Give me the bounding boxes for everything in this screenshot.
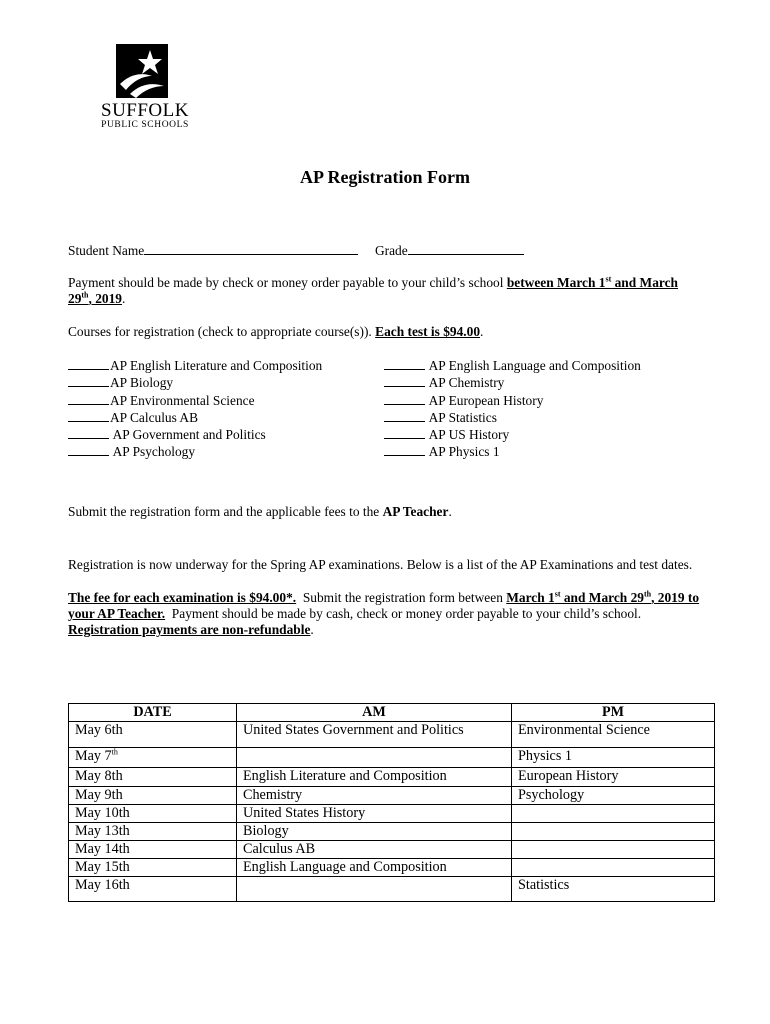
course-option[interactable]: AP Psychology xyxy=(68,443,322,460)
payment-deadline: between March 1st and March xyxy=(506,274,678,290)
cell-am xyxy=(237,748,512,768)
cell-date: May 7th xyxy=(69,748,237,768)
cell-date: May 14th xyxy=(69,841,237,859)
checkbox-blank[interactable] xyxy=(384,409,425,422)
cell-date: May 10th xyxy=(69,805,237,823)
checkbox-blank[interactable] xyxy=(68,374,109,387)
table-row xyxy=(69,859,715,877)
payment-paragraph xyxy=(68,275,678,291)
courses-right-column xyxy=(384,357,641,461)
cell-am: United States Government and Politics xyxy=(237,722,512,748)
logo-text-suffolk: SUFFOLK xyxy=(101,100,189,121)
cell-date: May 15th xyxy=(69,859,237,877)
course-option[interactable]: AP English Language and Composition xyxy=(384,357,641,374)
checkbox-blank[interactable] xyxy=(68,443,109,456)
cell-date: May 8th xyxy=(69,768,237,787)
table-row xyxy=(69,787,715,805)
table-row xyxy=(69,722,715,748)
cell-pm: Statistics xyxy=(512,877,715,902)
cell-am: Calculus AB xyxy=(237,841,512,859)
payment-text: Payment should be made by check or money order payable to your child’s school xyxy=(68,275,507,290)
cell-pm: Physics 1 xyxy=(512,748,715,768)
form-title: AP Registration Form xyxy=(300,167,470,187)
cell-date: May 13th xyxy=(69,823,237,841)
checkbox-blank[interactable] xyxy=(384,357,425,370)
cell-pm xyxy=(512,859,715,877)
cell-pm xyxy=(512,823,715,841)
table-row xyxy=(69,877,715,902)
checkbox-blank[interactable] xyxy=(384,374,425,387)
courses-intro-text: Courses for registration (check to appropriate course(s)). xyxy=(68,324,376,339)
star-logo-icon xyxy=(116,44,168,98)
checkbox-blank[interactable] xyxy=(384,392,425,405)
checkbox-blank[interactable] xyxy=(384,426,425,439)
checkbox-blank[interactable] xyxy=(68,392,109,405)
exam-schedule-table xyxy=(68,703,715,902)
cell-pm: European History xyxy=(512,768,715,787)
ap-teacher-text: AP Teacher xyxy=(382,504,449,519)
payment-deadline-end: 29th, 2019 xyxy=(68,290,122,306)
cell-pm xyxy=(512,841,715,859)
cell-pm: Psychology xyxy=(512,787,715,805)
table-row xyxy=(69,748,715,768)
checkbox-blank[interactable] xyxy=(384,443,425,456)
course-option[interactable]: AP US History xyxy=(384,426,641,443)
logo-text-public-schools: PUBLIC SCHOOLS xyxy=(101,120,189,130)
registration-notice: Registration is now underway for the Spring AP examinations. Below is a list of the AP Examinations and test dates. xyxy=(68,557,693,572)
course-option[interactable]: AP English Literature and Composition xyxy=(68,357,322,374)
grade-field[interactable] xyxy=(408,242,524,255)
table-header-row xyxy=(69,704,715,722)
grade-label: Grade xyxy=(374,243,408,258)
fee-paragraph-line3: Registration payments are non-refundable. xyxy=(68,622,314,637)
cell-date: May 9th xyxy=(69,787,237,805)
cell-date: May 16th xyxy=(69,877,237,902)
checkbox-blank[interactable] xyxy=(68,357,109,370)
checkbox-blank[interactable] xyxy=(68,426,109,439)
non-refundable-notice: Registration payments are non-refundable xyxy=(68,622,311,637)
course-option[interactable]: AP European History xyxy=(384,392,641,409)
course-option[interactable]: AP Chemistry xyxy=(384,374,641,391)
fee-paragraph-line2: your AP Teacher. Payment should be made by cash, check or money order payable to your child’s school. xyxy=(68,606,642,621)
header-am: AM xyxy=(237,704,512,722)
course-option[interactable]: AP Physics 1 xyxy=(384,443,641,460)
course-option[interactable]: AP Calculus AB xyxy=(68,409,322,426)
cell-am: English Literature and Composition xyxy=(237,768,512,787)
table-row xyxy=(69,823,715,841)
table-row xyxy=(69,841,715,859)
suffolk-logo xyxy=(100,42,190,134)
header-pm: PM xyxy=(512,704,715,722)
header-date: DATE xyxy=(69,704,237,722)
course-option[interactable]: AP Statistics xyxy=(384,409,641,426)
cell-pm xyxy=(512,805,715,823)
exam-fee: The fee for each examination is $94.00*. xyxy=(68,590,297,605)
table-row xyxy=(69,768,715,787)
fee-paragraph: The fee for each examination is $94.00*. Submit the registration form between March 1st and March 29th, 2019 to xyxy=(68,589,700,605)
submit-deadline: March 1st and March 29th, 2019 to xyxy=(506,589,700,605)
table-row xyxy=(69,805,715,823)
cell-am: English Language and Composition xyxy=(237,859,512,877)
test-fee: Each test is $94.00 xyxy=(375,324,481,339)
course-option[interactable]: AP Biology xyxy=(68,374,322,391)
student-name-field[interactable] xyxy=(144,242,358,255)
cell-am: United States History xyxy=(237,805,512,823)
checkbox-blank[interactable] xyxy=(68,409,109,422)
course-option[interactable]: AP Environmental Science xyxy=(68,392,322,409)
cell-am: Chemistry xyxy=(237,787,512,805)
course-option[interactable]: AP Government and Politics xyxy=(68,426,322,443)
submit-instruction: Submit the registration form and the applicable fees to the AP Teacher. xyxy=(68,504,452,519)
courses-left-column xyxy=(68,357,322,461)
cell-am: Biology xyxy=(237,823,512,841)
cell-pm: Environmental Science xyxy=(512,722,715,748)
cell-date: May 6th xyxy=(69,722,237,748)
courses-intro: Courses for registration (check to appropriate course(s)). Each test is $94.00. xyxy=(68,324,484,339)
student-name-label: Student Name xyxy=(68,243,145,258)
name-grade-row xyxy=(68,242,524,259)
cell-am xyxy=(237,877,512,902)
payment-paragraph-line2: 29th, 2019. xyxy=(68,290,126,306)
